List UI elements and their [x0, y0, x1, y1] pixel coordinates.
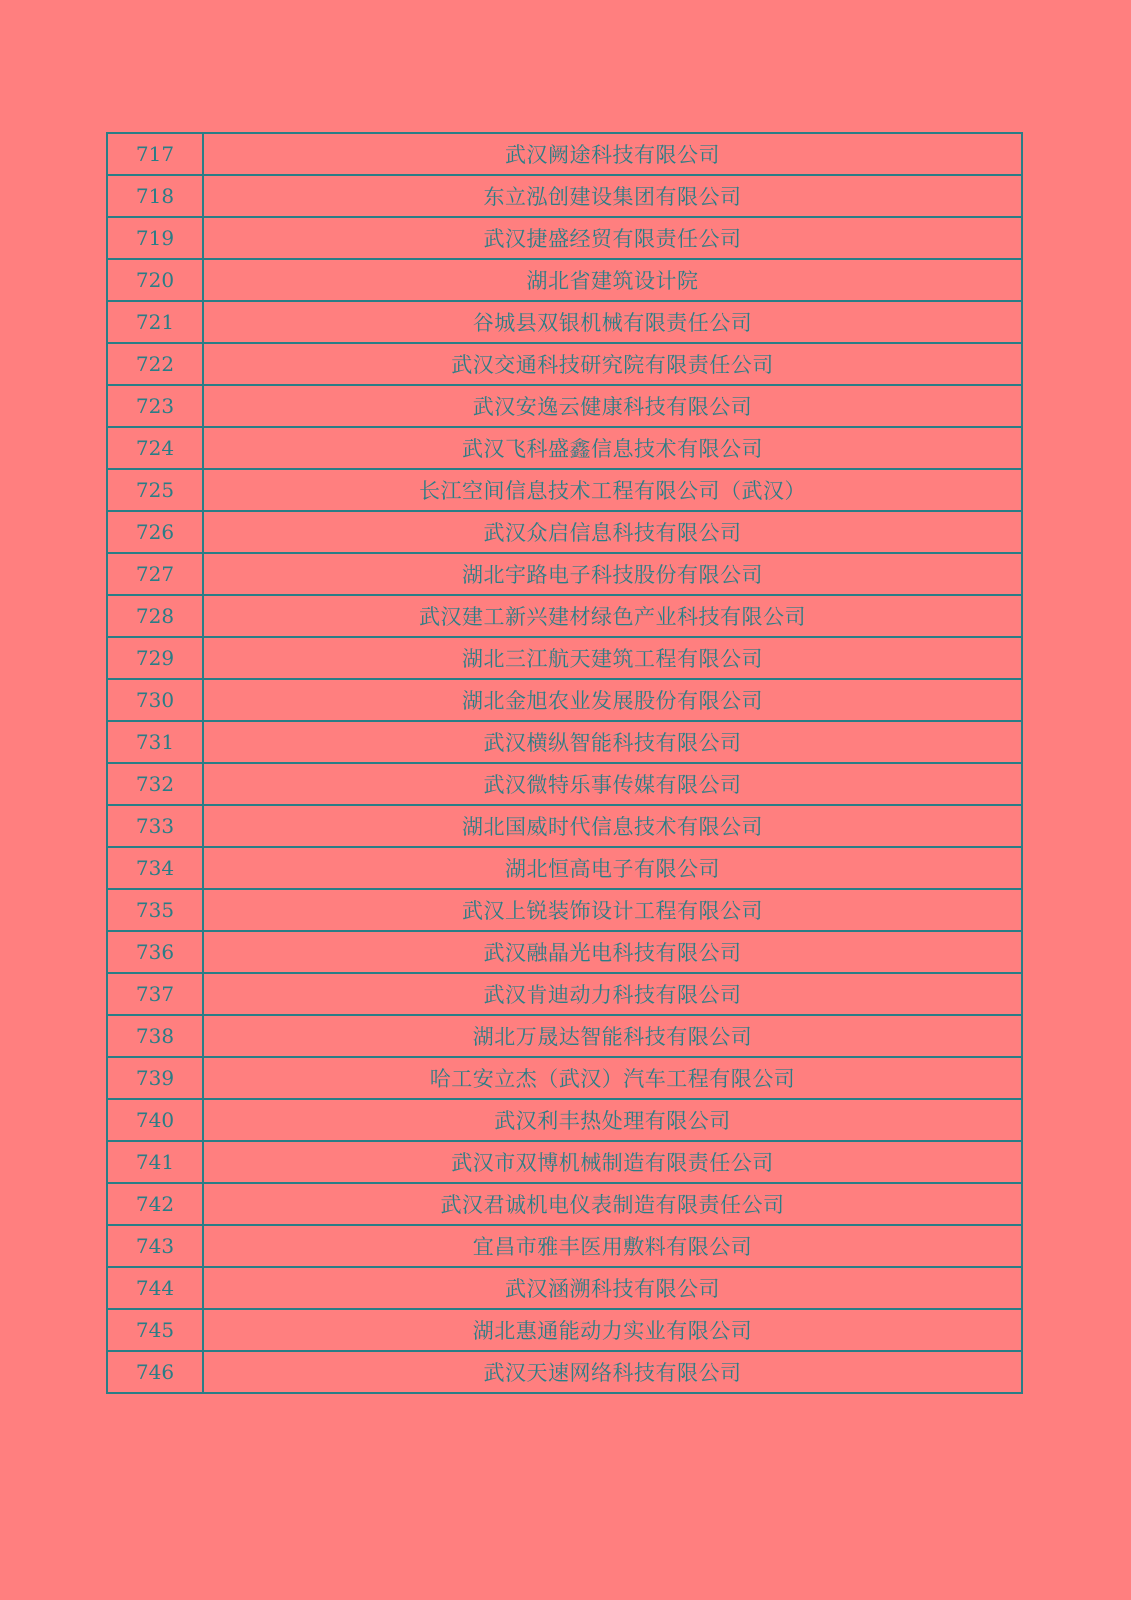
table-row [107, 595, 1022, 637]
company-name: 武汉交通科技研究院有限责任公司 [203, 343, 1022, 385]
company-name: 武汉天速网络科技有限公司 [203, 1351, 1022, 1393]
table-row [107, 301, 1022, 343]
company-name: 湖北宇路电子科技股份有限公司 [203, 553, 1022, 595]
table-row [107, 217, 1022, 259]
company-name: 武汉横纵智能科技有限公司 [203, 721, 1022, 763]
table-row [107, 805, 1022, 847]
row-number: 733 [107, 805, 203, 847]
row-number: 744 [107, 1267, 203, 1309]
company-name: 宜昌市雅丰医用敷料有限公司 [203, 1225, 1022, 1267]
company-name: 湖北三江航天建筑工程有限公司 [203, 637, 1022, 679]
row-number: 723 [107, 385, 203, 427]
company-name: 武汉安逸云健康科技有限公司 [203, 385, 1022, 427]
company-name: 武汉利丰热处理有限公司 [203, 1099, 1022, 1141]
company-name: 武汉建工新兴建材绿色产业科技有限公司 [203, 595, 1022, 637]
table-row [107, 973, 1022, 1015]
company-name: 武汉飞科盛鑫信息技术有限公司 [203, 427, 1022, 469]
row-number: 731 [107, 721, 203, 763]
table-row [107, 1183, 1022, 1225]
table-row [107, 427, 1022, 469]
table-row [107, 259, 1022, 301]
table-row [107, 1267, 1022, 1309]
row-number: 745 [107, 1309, 203, 1351]
row-number: 743 [107, 1225, 203, 1267]
table-row [107, 847, 1022, 889]
company-name: 谷城县双银机械有限责任公司 [203, 301, 1022, 343]
table-row [107, 343, 1022, 385]
table-row [107, 1141, 1022, 1183]
row-number: 727 [107, 553, 203, 595]
company-name: 武汉君诚机电仪表制造有限责任公司 [203, 1183, 1022, 1225]
company-name: 武汉阙途科技有限公司 [203, 133, 1022, 175]
row-number: 724 [107, 427, 203, 469]
table-row [107, 1099, 1022, 1141]
row-number: 740 [107, 1099, 203, 1141]
row-number: 720 [107, 259, 203, 301]
table-row [107, 1309, 1022, 1351]
row-number: 730 [107, 679, 203, 721]
row-number: 739 [107, 1057, 203, 1099]
table-row [107, 1015, 1022, 1057]
company-name: 湖北恒高电子有限公司 [203, 847, 1022, 889]
row-number: 722 [107, 343, 203, 385]
row-number: 742 [107, 1183, 203, 1225]
row-number: 737 [107, 973, 203, 1015]
row-number: 738 [107, 1015, 203, 1057]
row-number: 718 [107, 175, 203, 217]
table-row [107, 553, 1022, 595]
table-row [107, 637, 1022, 679]
table-row [107, 889, 1022, 931]
table-row [107, 133, 1022, 175]
row-number: 732 [107, 763, 203, 805]
row-number: 725 [107, 469, 203, 511]
table-row [107, 1225, 1022, 1267]
row-number: 726 [107, 511, 203, 553]
table-row [107, 763, 1022, 805]
company-name: 湖北金旭农业发展股份有限公司 [203, 679, 1022, 721]
row-number: 729 [107, 637, 203, 679]
company-name: 湖北国威时代信息技术有限公司 [203, 805, 1022, 847]
company-name: 武汉融晶光电科技有限公司 [203, 931, 1022, 973]
table-row [107, 511, 1022, 553]
company-name: 湖北惠通能动力实业有限公司 [203, 1309, 1022, 1351]
company-name: 长江空间信息技术工程有限公司（武汉） [203, 469, 1022, 511]
row-number: 736 [107, 931, 203, 973]
company-list-table [106, 132, 1023, 1394]
table-row [107, 721, 1022, 763]
row-number: 717 [107, 133, 203, 175]
table-row [107, 679, 1022, 721]
company-name: 武汉肯迪动力科技有限公司 [203, 973, 1022, 1015]
table-row [107, 469, 1022, 511]
company-name: 武汉微特乐事传媒有限公司 [203, 763, 1022, 805]
company-name: 武汉捷盛经贸有限责任公司 [203, 217, 1022, 259]
company-name: 武汉上锐装饰设计工程有限公司 [203, 889, 1022, 931]
table-row [107, 931, 1022, 973]
company-name: 东立泓创建设集团有限公司 [203, 175, 1022, 217]
row-number: 721 [107, 301, 203, 343]
table-body [107, 133, 1022, 1393]
company-name: 武汉市双博机械制造有限责任公司 [203, 1141, 1022, 1183]
row-number: 719 [107, 217, 203, 259]
row-number: 734 [107, 847, 203, 889]
row-number: 728 [107, 595, 203, 637]
row-number: 735 [107, 889, 203, 931]
table-row [107, 175, 1022, 217]
company-name: 武汉众启信息科技有限公司 [203, 511, 1022, 553]
table-row [107, 1057, 1022, 1099]
company-name: 哈工安立杰（武汉）汽车工程有限公司 [203, 1057, 1022, 1099]
table-row [107, 1351, 1022, 1393]
company-name: 湖北万晟达智能科技有限公司 [203, 1015, 1022, 1057]
company-name: 武汉涵溯科技有限公司 [203, 1267, 1022, 1309]
row-number: 741 [107, 1141, 203, 1183]
table-row [107, 385, 1022, 427]
row-number: 746 [107, 1351, 203, 1393]
company-name: 湖北省建筑设计院 [203, 259, 1022, 301]
